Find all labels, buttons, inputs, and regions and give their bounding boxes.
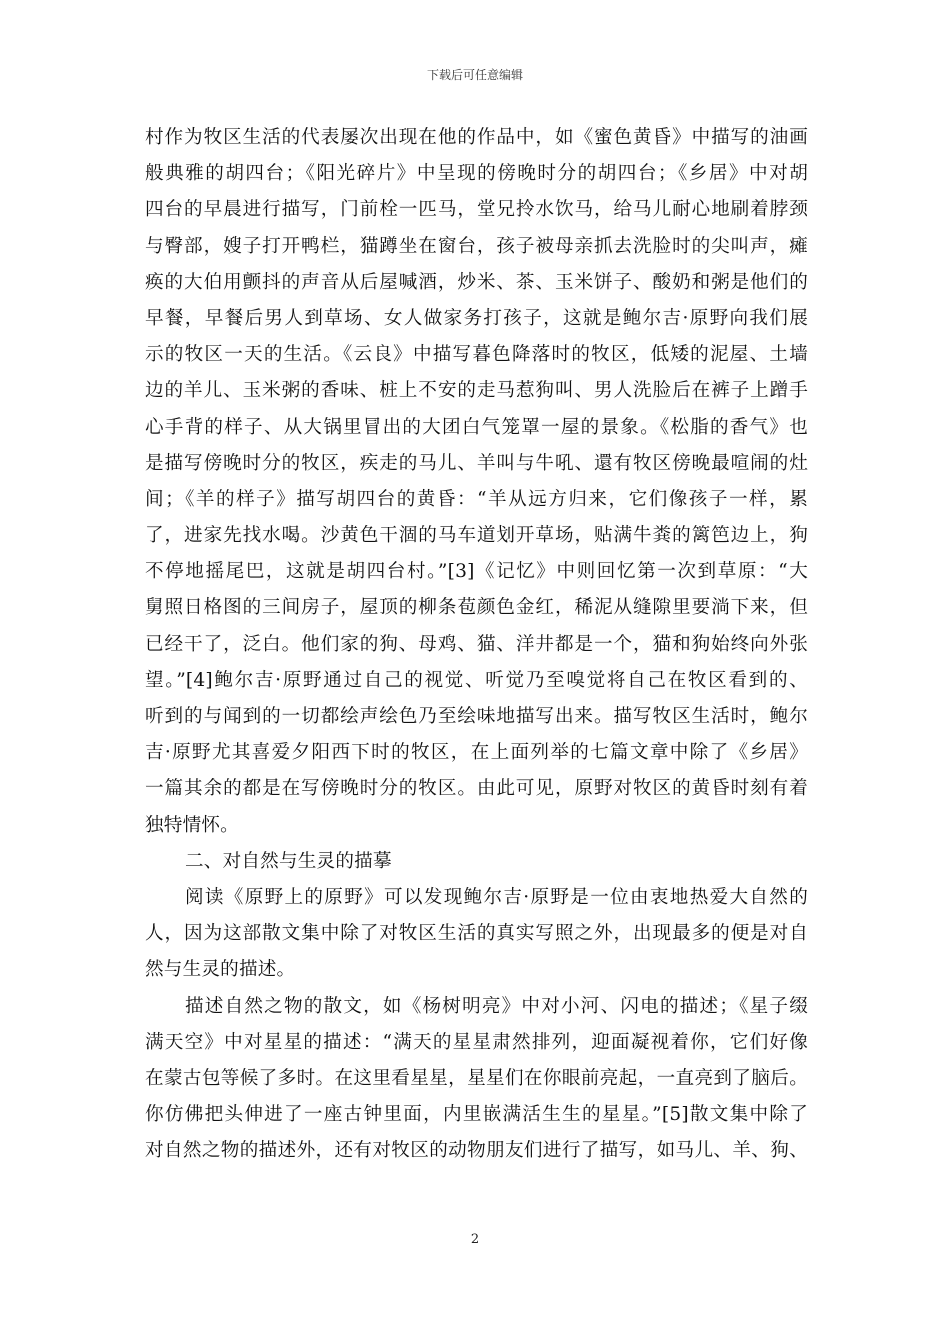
text-line: 四台的早晨进行描写，门前栓一匹马，堂兄拎水饮马，给马儿耐心地刷着脖颈 [145,199,808,221]
text-line: 示的牧区一天的生活。《云良》中描写暮色降落时的牧区，低矮的泥屋、土墙 [145,344,808,366]
section-heading [145,844,808,880]
text-line: 边的羊儿、玉米粥的香味、桩上不安的走马惹狗叫、男人洗脸后在裤子上蹭手 [145,380,808,402]
page-header: 下载后可任意编辑 [426,68,523,82]
text-line: 然与生灵的描述。 [145,959,296,981]
text-line: 在蒙古包等候了多时。在这里看星星，星星们在你眼前亮起，一直亮到了脑后。 [145,1067,808,1089]
text-line: 与臀部，嫂子打开鸭栏，猫蹲坐在窗台，孩子被母亲抓去洗脸时的尖叫声，瘫 [145,235,808,257]
text-line: 满天空》中对星星的描述：“满天的星星肃然排列，迎面凝视着你，它们好像 [145,1031,808,1053]
text-line: 独特情怀。 [145,814,239,836]
paragraph-3 [145,880,808,989]
page-number: 2 [470,1232,480,1247]
text-line: 人，因为这部散文集中除了对牧区生活的真实写照之外，出现最多的便是对自 [145,923,808,945]
text-line: 心手背的样子、从大锅里冒出的大团白气笼罩一屋的景象。《松脂的香气》也 [145,416,808,438]
document-body [145,120,808,1169]
text-line: 早餐，早餐后男人到草场、女人做家务打孩子，这就是鲍尔吉·原野向我们展 [145,307,808,329]
text-line: 般典雅的胡四台；《阳光碎片》中呈现的傍晚时分的胡四台；《乡居》中对胡 [145,163,808,185]
text-line: 听到的与闻到的一切都绘声绘色乃至绘味地描写出来。描写牧区生活时，鲍尔 [145,706,808,727]
text-line: 不停地摇尾巴，这就是胡四台村。”[3]《记忆》中则回忆第一次到草原：“大 [145,561,808,583]
text-line: 痪的大伯用颤抖的声音从后屋喊酒，炒米、茶、玉米饼子、酸奶和粥是他们的 [145,271,808,293]
text-line: 吉·原野尤其喜爱夕阳西下时的牧区，在上面列举的七篇文章中除了《乡居》 [145,742,808,764]
paragraph-1 [145,120,808,844]
paragraph-4 [145,989,808,1170]
text-line: 已经干了，泛白。他们家的狗、母鸡、猫、洋井都是一个，猫和狗始终向外张 [145,633,808,655]
text-line: 了，进家先找水喝。沙黄色干涸的马车道划开草场，贴满牛粪的篱笆边上，狗 [145,525,808,547]
text-line: 对自然之物的描述外，还有对牧区的动物朋友们进行了描写，如马儿、羊、狗、 [145,1140,808,1162]
text-line: 是描写傍晚时分的牧区，疾走的马儿、羊叫与牛吼、還有牧区傍晚最喧闹的灶 [145,452,808,474]
text-line: 描述自然之物的散文，如《杨树明亮》中对小河、闪电的描述；《星子缀 [185,995,808,1017]
text-line: 村作为牧区生活的代表屡次出现在他的作品中，如《蜜色黄昏》中描写的油画 [145,127,808,148]
text-line: 望。”[4]鲍尔吉·原野通过自己的视觉、听觉乃至嗅觉将自己在牧区看到的、 [145,669,808,691]
text-line: 你仿佛把头伸进了一座古钟里面，内里嵌满活生生的星星。”[5]散文集中除了 [145,1104,808,1126]
text-line: 一篇其余的都是在写傍晚时分的牧区。由此可见，原野对牧区的黄昏时刻有着 [145,778,808,800]
text-line: 间；《羊的样子》描写胡四台的黄昏：“羊从远方归来，它们像孩子一样，累 [145,488,808,510]
text-line: 舅照日格图的三间房子，屋顶的柳条苞颜色金红，稀泥从缝隙里要淌下来，但 [145,597,808,619]
section-heading-text: 二、对自然与生灵的描摹 [185,850,392,872]
text-line: 阅读《原野上的原野》可以发现鲍尔吉·原野是一位由衷地热爱大自然的 [185,886,808,908]
